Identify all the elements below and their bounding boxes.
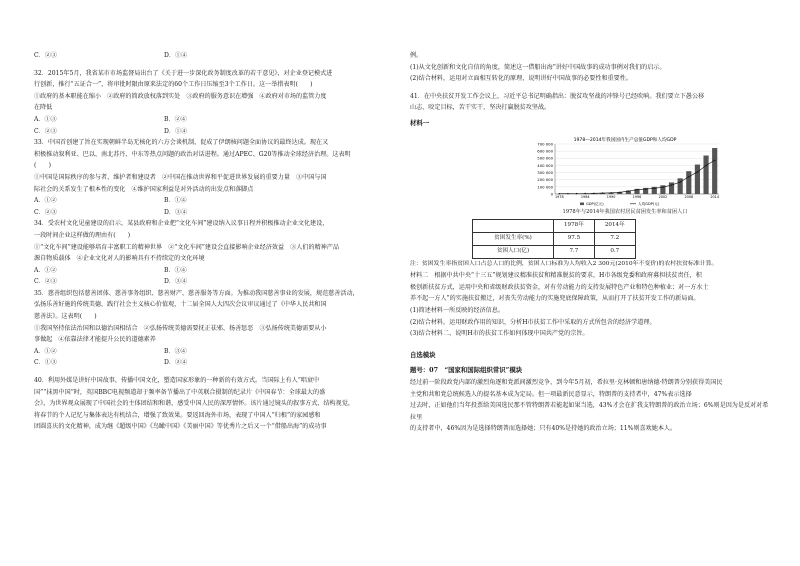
y-tick-label: 500 000 — [537, 155, 553, 161]
line-point — [567, 193, 568, 194]
question-text: 团圆喜庆的文化精神，成为继《超级中国》《鸟瞰中国》《美丽中国》等优秀片之后又一个“借船出海”的成功事 — [34, 423, 327, 431]
topic-heading: 题号：07 “国家和国际组织常识”模块 — [410, 366, 523, 375]
line-point — [628, 190, 629, 191]
option: D．③④ — [164, 278, 188, 286]
poverty-table — [472, 219, 636, 259]
question-text: 在降低 — [34, 104, 53, 112]
note-text: 注：贫困发生率指贫困人口占总人口的比例，贫困人口标准为人均收入2 300元(2010年不变价)的农村扶贫标准计算。 — [410, 260, 718, 267]
question-text: 33．中国首创建了旨在实现朝鲜半岛无核化的六方会谈机制，促成了伊朗核问题全面协议的最终达成。现在又 — [34, 139, 329, 147]
option: B．①④ — [164, 266, 187, 274]
question-text: 32．2015年5月，我省某市市场监督局出台了《关于进一步深化政务制度改革的若干意见》，对企业登记模式进 — [34, 69, 333, 77]
option: D．①④ — [164, 127, 188, 135]
material-text: 养不起一方人”的实施扶贫搬迁，对丧失劳动能力的实施兜底保障政策，从而打开了扶贫开发工作的新局面。 — [410, 295, 700, 303]
question-text: 行创新，推行“五证合一”，将审批时限由原来法定的60个工作日压缩至3个工作日。这一举措表明( ) — [34, 81, 313, 89]
option: A．①② — [34, 347, 57, 355]
line-point — [697, 171, 698, 172]
question-text: 会》，为世界观众展现了中国社会的主体团结和和谐，感受中国人民的深厚情怀。该片通过镜头的叙事方式、结构视觉， — [34, 400, 354, 408]
table-cell: 7.2 — [594, 232, 635, 245]
table-header-cell — [473, 219, 554, 232]
x-tick-label: 1984 — [580, 194, 590, 199]
legend-swatch-bar — [580, 202, 584, 205]
question-text: 34．受农村文化见童建设的启示，某县政府和企业把“文化车间”建设纳入议事日程并积极推动企业文化建设， — [34, 220, 329, 228]
line-point — [654, 187, 655, 188]
question-text: ①“文化车间”建设能够培育丰富职工的精神世界 ②“文化车间”建设会直接影响企业经济效益 ③人们的精神产品 — [34, 243, 339, 251]
section-heading: 自选模块 — [410, 350, 436, 359]
line-point — [585, 192, 586, 193]
question-text: 国”“抹黑中国”时，英国BBC电视频道却于频率备节播出了中英联合摄制的纪录片《中国春节：全球最大的盛 — [34, 388, 326, 396]
line-point — [559, 193, 560, 194]
question-text: 积极推动叙利亚、巴以、南北苏丹、中东等热点问题的政治对话进程。通过APEC、G20等推动全球经济治理。这表明 — [34, 150, 351, 158]
question-text: 慈善法》。这表明( ) — [34, 313, 97, 321]
x-tick-label: 2014 — [710, 194, 720, 199]
x-tick-label: 1996 — [632, 194, 642, 199]
gdp-chart-svg — [525, 136, 725, 208]
option: C．②③ — [34, 278, 57, 286]
topic-text: 经过前一阶段政党内部的激烈角逐和党派间激烈竞争，到今年5月初，希拉里·克林顿和唐纳德·特朗普分别获得美国民 — [410, 378, 723, 386]
question-text: 事做起 ④依靠法律才能提升公民的道德素养 — [34, 336, 156, 344]
table-cell: 97.5 — [554, 232, 595, 245]
question-text: (1)简述材料一所反映的经济信息。 — [410, 306, 504, 314]
bar — [695, 164, 700, 193]
option: C．②③ — [34, 52, 57, 59]
question-text: (3)结合材料二，说明H市的扶贫工作如何体现中国共产党的宗旨。 — [410, 330, 589, 338]
bar — [703, 155, 708, 193]
x-tick-label: 2008 — [684, 194, 694, 199]
chart-title: 1978—2014年我国国内生产总值GDP和人均GDP — [573, 137, 677, 143]
question-text: 例。 — [410, 52, 423, 59]
option: C．②③ — [34, 127, 57, 135]
question-33 — [34, 137, 394, 218]
question-text: 40．利用外媒是讲好中国故事，传播中国文化，塑造国家形象的一种新的有效方式。当国际上有人“唱衰中 — [34, 377, 320, 385]
legend-label: 人均GDP(元) — [638, 201, 660, 206]
topic-text: 的支持者中，46%因为是选择特朗普而选择她；只有40%是持她的政治立场；11%则喜欢她本人。 — [410, 425, 677, 433]
question-34 — [34, 218, 394, 288]
legend-label: GDP(亿元) — [586, 201, 604, 206]
bar — [686, 171, 691, 194]
table-header-cell: 1978年 — [554, 219, 595, 232]
line-point — [593, 192, 594, 193]
line-point — [619, 191, 620, 192]
y-tick-label: 400 000 — [537, 162, 553, 168]
question-text: 一段时间企业这样做的理由有( ) — [34, 231, 131, 239]
question-32 — [34, 68, 394, 138]
x-tick-label: 1990 — [606, 194, 616, 199]
option: C．①③ — [34, 359, 57, 367]
question-40 — [34, 375, 394, 433]
question-text: (2)结合材料，运用财政作用的知识，分析H市扶贫工作中采取的方式所包含的经济学道理。 — [410, 318, 656, 326]
bar — [712, 148, 717, 194]
material-text: 极创新扶贫方式，运用中央和省级财政扶贫资金，对有劳动能力的支持发展特色产业和特色种植业；对一方水土 — [410, 283, 709, 291]
line-point — [610, 192, 611, 193]
line-point — [645, 188, 646, 189]
option: A．①③ — [34, 115, 57, 123]
question-text: 弘扬乐善好施的传统美德，践行社会主义核心价值观，十二届全国人大四次会议审议通过了《中华人民共和国 — [34, 301, 327, 309]
right-column — [410, 50, 770, 435]
question-text: 41．在中央扶贫开发工作会议上，习近平总书记明确指出：脱贫攻坚战的冲锋号已经吹响。我们要立下愚公移 — [410, 92, 705, 100]
table-cell: 7.7 — [554, 245, 595, 258]
topic-text: 主党和共和党总统候选人的提名基本成为定局。但一项最新民意显示，特朗普的支持者中，47%表示选择 — [410, 390, 692, 398]
question-text: 山志，咬定目标，苦干实干，坚决打赢脱贫攻坚战。 — [410, 104, 551, 112]
table-header-cell: 2014年 — [594, 219, 635, 232]
material-text: 材料二 根据中共中央“十三五”规划建议精准扶贫和精准脱贫的要求，H市各级党委和政府募担扶贫责任，积 — [410, 272, 702, 280]
question-text: ( ) — [34, 162, 51, 170]
question-35 — [34, 288, 394, 369]
question-text: (2)结合材料，运用对立面相互转化的原理，说明讲好中国故事的必要性和重要性。 — [410, 75, 632, 83]
line-point — [636, 189, 637, 190]
q31-options — [34, 50, 394, 62]
y-tick-label: 200 000 — [537, 176, 553, 182]
line-point — [576, 192, 577, 193]
y-tick-label: 600 000 — [537, 148, 553, 154]
line-point — [662, 186, 663, 187]
option: A．①② — [34, 266, 57, 274]
y-tick-label: 700 000 — [537, 140, 553, 146]
option: B．①④ — [164, 197, 187, 205]
topic-text: 过去时，正如他们当年投票给美国选民那不管特朗普若能起如果当选，43%才会在扩我支特朗普的政治立场；6%则是因为是反对对希拉里 — [410, 402, 769, 421]
option: D．②④ — [164, 359, 188, 367]
line-point — [714, 159, 715, 160]
question-text: 际社会的关系发生了根本性的变化 ④维护国家利益是对外活动的出发点和落脚点 — [34, 185, 254, 193]
left-column — [34, 50, 394, 433]
question-text: ①我国坚持依法治国和以德治国相结合 ②弘扬传统美德需要抚正祛邪、扬善惩恶 ③弘扬传统美德需要从小 — [34, 324, 327, 332]
option: D．①④ — [164, 52, 188, 59]
table-header-row — [473, 219, 636, 232]
y-tick-label: 100 000 — [537, 183, 553, 189]
table-cell: 贫困人口(亿) — [473, 245, 554, 258]
line-point — [688, 176, 689, 177]
x-tick-label: 2002 — [658, 194, 668, 199]
chart-caption: 1978年与2014年我国农村居民贫困发生率和贫困人口 — [562, 208, 688, 215]
line-point — [705, 164, 706, 165]
table-row — [473, 245, 636, 258]
y-tick-label: 0 — [550, 190, 553, 196]
x-tick-label: 1978 — [554, 194, 564, 199]
question-text: ①中国是国际秩序的参与者、维护者和建设者 ②中国在推动世界和平促进世界发展的重要力量 ③中国与国 — [34, 173, 327, 181]
y-tick-label: 300 000 — [537, 169, 553, 175]
material-heading: 材料一 — [410, 118, 430, 127]
table-cell: 贫困发生率(%) — [473, 232, 554, 245]
line-point — [671, 184, 672, 185]
option: D．③④ — [164, 208, 188, 216]
question-text: 将春节的个人记忆与集体表达有机结合，增强了致效果。要返回海外市场，表现了中国人“归根”的家园感和 — [34, 411, 321, 419]
question-text: (1)从文化创新和文化自信的角度，简述这一借船出海”讲好中国故事的成功事例对我们的启示。 — [410, 63, 666, 71]
option: C．②③ — [34, 208, 57, 216]
question-text: 35．慈善组织包括慈善团体、慈善事务组织、慈善财产、慈善服务等方面。为推动我国慈善事业的发展，规范慈善活动， — [34, 289, 359, 297]
line-point — [679, 181, 680, 182]
line-point — [602, 192, 603, 193]
option: A．①② — [34, 197, 57, 205]
table-cell: 0.7 — [594, 245, 635, 258]
table-row — [473, 232, 636, 245]
option: B．③④ — [164, 347, 187, 355]
option: B．②④ — [164, 115, 187, 123]
question-text: 源自物质载体 ④企业文化对人的影响具有不持续定的文化环境 — [34, 255, 205, 263]
gdp-chart — [525, 136, 725, 216]
question-text: ①政府的基本职能在缩小 ②政府的简政放权落到实处 ③政府的服务意识在增强 ④政府对市场的监管力度 — [34, 92, 327, 100]
